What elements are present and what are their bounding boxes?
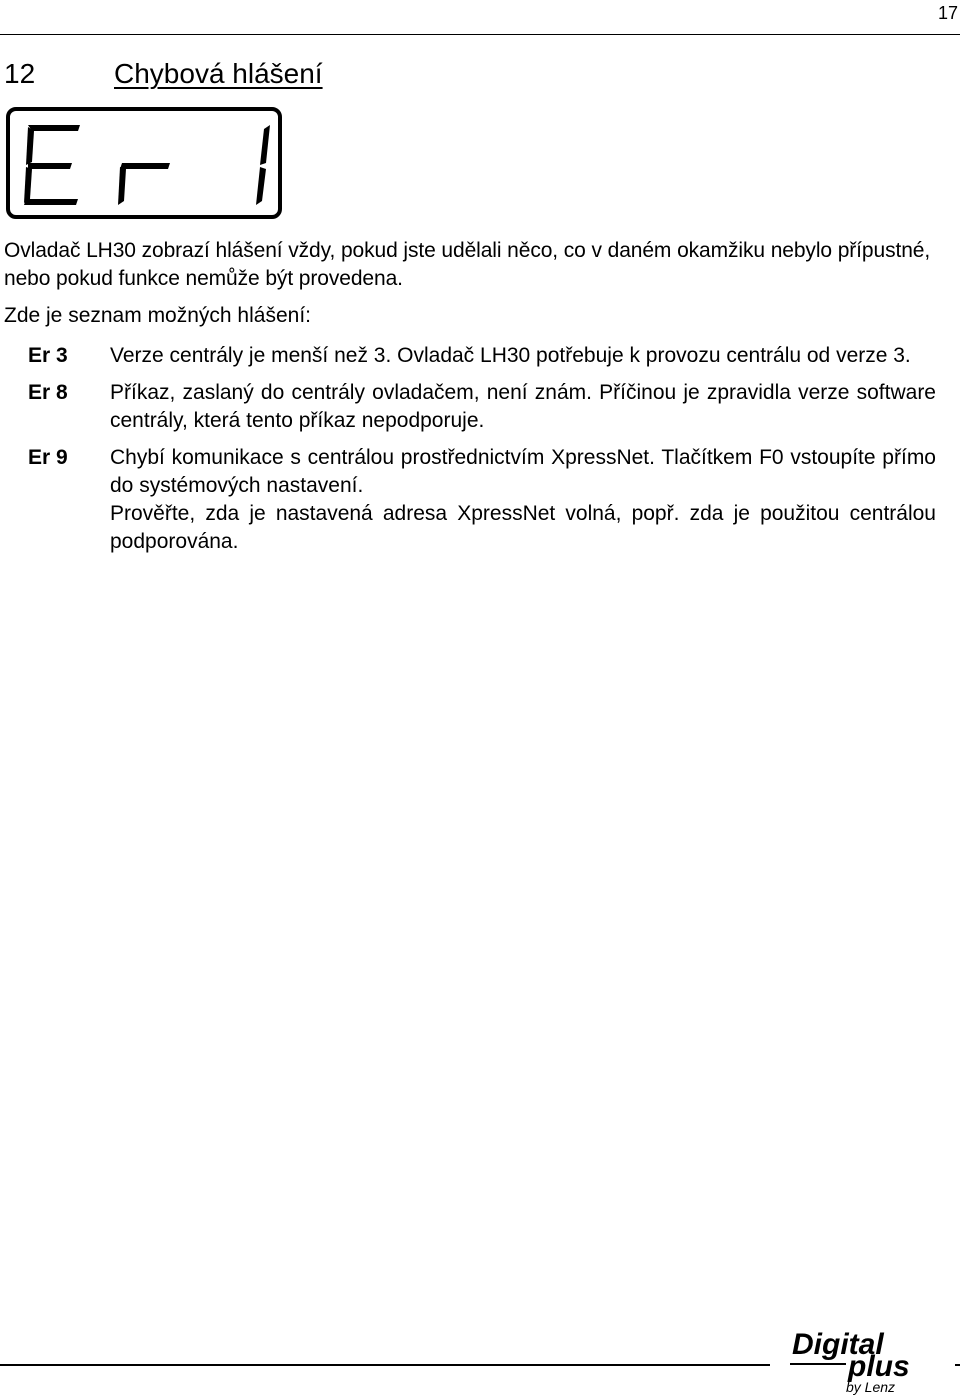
footer-rule-end xyxy=(955,1364,960,1366)
lcd-display-image xyxy=(6,107,282,219)
error-row xyxy=(0,379,960,435)
error-row xyxy=(0,342,960,370)
logo-line2: plus xyxy=(848,1350,910,1383)
error-description: Chybí komunikace s centrálou prostřednictvím XpressNet. Tlačítkem F0 vstoupíte přímo do systémových nastavení. xyxy=(110,446,936,497)
lcd-segment xyxy=(24,199,78,205)
intro-paragraph: Ovladač LH30 zobrazí hlášení vždy, pokud jste udělali něco, co v daném okamžiku nebylo přípustné, nebo pokud funkce nemůže být provedena. xyxy=(4,239,931,290)
logo-line3: by Lenz xyxy=(846,1379,896,1395)
error-row xyxy=(0,444,960,556)
error-description: Verze centrály je menší než 3. Ovladač LH30 potřebuje k provozu centrálu od verze 3. xyxy=(110,344,911,367)
lcd-segment xyxy=(28,125,80,131)
error-code: Er 9 xyxy=(28,446,68,469)
error-list xyxy=(0,342,960,556)
section-heading xyxy=(4,58,323,90)
logo-line1: Digital xyxy=(792,1328,884,1361)
digital-plus-logo xyxy=(790,1320,950,1396)
error-description: Příkaz, zaslaný do centrály ovladačem, není znám. Příčinou je zpravidla verze software centrály, která tento příkaz nepodporuje. xyxy=(110,381,936,432)
section-number: 12 xyxy=(4,58,36,89)
lcd-segment xyxy=(120,163,170,169)
section-title: Chybová hlášení xyxy=(114,58,323,89)
page-number: 17 xyxy=(937,3,958,23)
error-description-block xyxy=(110,444,936,556)
header-rule xyxy=(0,34,960,35)
error-code: Er 3 xyxy=(28,344,68,367)
error-code: Er 8 xyxy=(28,381,68,404)
error-description-second: Prověřte, zda je nastavená adresa XpressNet volná, popř. zda je použitou centrálou podporována. xyxy=(110,502,936,553)
lcd-segment xyxy=(28,163,72,169)
intro-list-lead: Zde je seznam možných hlášení: xyxy=(4,304,311,327)
footer-rule xyxy=(0,1364,770,1366)
